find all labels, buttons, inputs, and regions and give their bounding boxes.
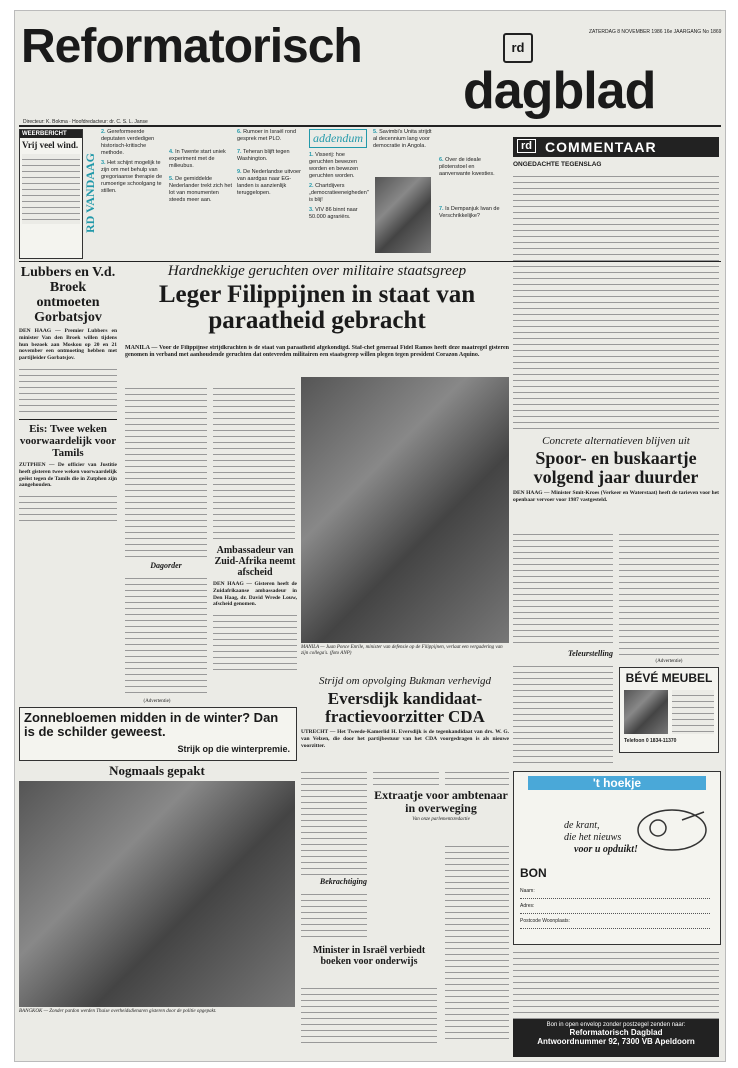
eversdijk-headline[interactable]: Eversdijk kandidaat-fractievoorzitter CDA xyxy=(325,689,485,726)
hoekje-box xyxy=(513,771,721,945)
winter-ad-slogan: Strijk op die winterpremie. xyxy=(177,744,290,754)
teaser-item[interactable]: 5. De gemiddelde Nederlander trekt zich het lot van monumenten steeds meer aan. xyxy=(169,176,232,203)
teaser-item[interactable]: 3. Het schijnt mogelijk te zijn om met behulp van gregoriaanse therapie de rumoerige schoolgang te stillen. xyxy=(101,160,163,194)
main-body-col-2 xyxy=(213,383,295,539)
strip-rule xyxy=(19,261,721,262)
winter-ad-headline: Zonnebloemen midden in de winter? Dan is de schilder geweest. xyxy=(24,710,279,739)
spoor-kicker: Concrete alternatieven blijven uit xyxy=(542,435,690,447)
extraatje-body-top xyxy=(373,767,439,787)
spoor-body-2 xyxy=(513,661,613,765)
eversdijk-body-1 xyxy=(301,767,367,875)
teaser-item[interactable]: 2. Gereformeerde deputaten verdedigen historisch-kritische methode. xyxy=(101,129,155,156)
commentaar-title: COMMENTAAR xyxy=(545,139,657,155)
commentaar-logo-icon: rd xyxy=(517,139,536,153)
extraatje-body xyxy=(445,841,509,1041)
masthead-rule xyxy=(19,125,721,127)
weather-head: Vrij veel wind. xyxy=(22,140,79,150)
main-headline[interactable]: Leger Filippijnen in staat van paraatheid gebracht xyxy=(158,281,476,334)
body-lubbers xyxy=(19,364,117,416)
rd-logo-icon: rd xyxy=(503,33,533,63)
teaser-item[interactable]: 6. Rumoer in Israël rond gesprek met PLO. xyxy=(237,129,297,142)
bon-name-field[interactable]: Naam: xyxy=(520,884,710,899)
bon-options xyxy=(513,947,719,1019)
teaser-item[interactable]: 9. De Nederlandse uitvoer van aardgas naar EG-landen is aanzienlijk teruggelopen. xyxy=(237,169,301,196)
body-tamils xyxy=(19,491,117,521)
eversdijk-story-head xyxy=(301,675,509,775)
meubel-photo xyxy=(624,690,668,734)
spoor-story-head xyxy=(513,435,719,527)
extraatje-body-top-2 xyxy=(445,767,509,787)
israel-body xyxy=(301,983,437,1047)
nogmaals-photo xyxy=(19,781,295,1007)
bon-city-field[interactable]: Postcode Woonplaats: xyxy=(520,914,710,929)
eversdijk-body-2 xyxy=(301,889,367,941)
spoor-body-1 xyxy=(513,529,613,647)
spoor-headline[interactable]: Spoor- en buskaartje volgend jaar duurder xyxy=(533,448,699,487)
diver-icon xyxy=(632,800,714,860)
commentaar-banner xyxy=(513,137,719,157)
teaser-column-1 xyxy=(101,129,165,257)
winter-ad-label: (Advertentie) xyxy=(143,699,171,704)
bon-title: BON xyxy=(520,866,547,880)
addendum-item[interactable]: 6. Over de ideale pilotenstoel en aanverwante kwesties. xyxy=(439,157,495,177)
addendum-item[interactable]: 2. Chartdijvers „democratieeneigheden" is blij! xyxy=(309,183,369,203)
meubel-phone: Telefoon 0 1834-11370 xyxy=(624,738,677,744)
weather-text xyxy=(22,154,80,224)
masthead-title: Reformatorisch xyxy=(21,20,362,73)
hoekje-footer-1: Bon in open envelop zonder postzegel zenden naar: xyxy=(546,1022,686,1028)
hoekje-footer xyxy=(513,1019,719,1057)
israel-story-head xyxy=(301,945,437,979)
ambassadeur-body xyxy=(213,610,297,670)
teaser-item[interactable]: 4. In Twente start uniek experiment met de milieubus. xyxy=(169,149,226,169)
addendum-item[interactable]: 5. Savimbi's Unita strijdt al decennium lang voor democratie in Angola. xyxy=(373,129,432,149)
eversdijk-lead: UTRECHT — Het Tweede-Kamerlid H. Eversdijk is de tegenkandidaat van drs. W. G. van Velzen, die door het partijbestuur van het CDA voorgedragen is als nieuwe voorzitter. xyxy=(301,729,509,749)
nogmaals-caption: BANGKOK — Zonder pardon werden Thaise overheidsdienaren gisteren door de politie opgepakt. xyxy=(19,1009,217,1014)
main-photo xyxy=(301,377,509,643)
ambassadeur-story xyxy=(213,545,297,693)
addendum-item[interactable]: 1. Visserij: hoe geruchten bewezen worden en bewezen geruchten worden. xyxy=(309,152,359,179)
winter-ad-sender xyxy=(26,742,86,756)
hoekje-slogan-3: voor u opduikt! xyxy=(574,844,638,855)
winter-ad[interactable] xyxy=(19,707,297,761)
addendum-block xyxy=(309,129,369,257)
addendum-photo xyxy=(375,177,431,253)
masthead-title-2: dagblad xyxy=(463,62,656,120)
main-body-col-1 xyxy=(125,383,207,559)
israel-headline[interactable]: Minister in Israël verbiedt boeken voor onderwijs xyxy=(312,945,426,967)
dateline: ZATERDAG 8 NOVEMBER 1986 16e JAARGANG No 1869 xyxy=(589,29,722,35)
main-photo-caption: MANILA — Juan Ponce Enrile, minister van defensie op de Filippijnen, verlaat een vergadering van zijn collega's. (foto ANP) xyxy=(301,645,503,656)
weather-title: WEERBERICHT xyxy=(20,130,82,138)
commentaar-column xyxy=(513,159,719,431)
teaser-column-3 xyxy=(237,129,305,257)
hoekje-footer-3: Antwoordnummer 92, 7300 VB Apeldoorn xyxy=(537,1037,695,1046)
ambassadeur-lead: DEN HAAG — Gisteren heeft de Zuidafrikaanse ambassadeur in Den Haag, dr. David Wrede Louw, afscheid genomen. xyxy=(213,581,297,608)
meubel-brand: BÉVÉ MEUBEL xyxy=(625,671,713,685)
main-story-head xyxy=(125,263,509,343)
bon-fields xyxy=(520,884,710,929)
left-column xyxy=(19,265,117,495)
main-subhead: Dagorder xyxy=(150,561,182,570)
main-kicker: Hardnekkige geruchten over militaire staatsgreep xyxy=(167,263,467,279)
hoekje-footer-2: Reformatorisch Dagblad xyxy=(569,1028,663,1037)
headline-tamils[interactable]: Eis: Twee weken voorwaardelijk voor Tamils xyxy=(19,422,117,459)
spoor-body-3 xyxy=(619,529,719,659)
lead-tamils: ZUTPHEN — De officier van Justitie heeft gisteren twee weken voorwaardelijk geëist tegen de Tamils die in Zutphen zijn aangehouden. xyxy=(19,461,117,489)
addendum-block-3 xyxy=(439,129,507,257)
hoekje-slogan-2: die het nieuws xyxy=(564,832,622,843)
rd-vandaag-label: RD VANDAAG xyxy=(83,153,97,233)
eversdijk-kicker: Strijd om opvolging Bukman verhevigd xyxy=(318,675,492,687)
spoor-lead: DEN HAAG — Minister Smit-Kroes (Verkeer en Waterstaat) heeft de tarieven voor het openbaar vervoer voor 1987 vastgesteld. xyxy=(513,490,719,503)
meubel-text xyxy=(672,690,714,734)
editors-line: Directeur: K. Bokma · Hoofdredacteur: dr. C. S. L. Janse xyxy=(23,119,148,125)
main-body-col-1b xyxy=(125,573,207,693)
meubel-ad[interactable] xyxy=(619,667,719,753)
hoekje-title: 't hoekje xyxy=(528,776,706,790)
ambassadeur-headline[interactable]: Ambassadeur van Zuid-Afrika neemt afscheid xyxy=(214,545,296,578)
bon-address-field[interactable]: Adres: xyxy=(520,899,710,914)
teaser-column-2 xyxy=(169,129,233,257)
meubel-ad-label: (Advertentie) xyxy=(655,659,683,664)
teaser-item[interactable]: 7. Teheran blijft tegen Washington. xyxy=(237,149,290,162)
commentaar-text xyxy=(513,171,719,433)
lead-lubbers: DEN HAAG — Premier Lubbers en minister Van den Broek willen tijdens hun bezoek aan Moskou op 20 en 21 november een ontmoeting hebben met partijleider Gorbatsjov. xyxy=(19,328,117,362)
addendum-item[interactable]: 7. Is Dempanjuk Iwan de Verschrikkelijke? xyxy=(439,206,500,219)
addendum-label: addendum xyxy=(309,129,367,148)
addendum-block-2 xyxy=(373,129,435,257)
hoekje-slogan-1: de krant, xyxy=(564,820,600,831)
addendum-item[interactable]: 3. VIV 86 binnt naar 50.000 agrariërs. xyxy=(309,207,358,220)
main-lead: MANILA — Voor de Filippijnse strijdkrachten is de staat van paraatheid afgekondigd. Staf-chef generaal Fidel Ramos heeft deze maatregel gisteren genomen in verband met aanhoudende geruchten dat ontevreden militairen een staatsgreep willen plegen tegen president Corazon Aquino. xyxy=(125,345,509,359)
nogmaals-headline[interactable]: Nogmaals gepakt xyxy=(109,763,205,778)
spoor-subhead: Teleurstelling xyxy=(567,649,613,658)
eversdijk-subhead: Bekrachtiging xyxy=(319,877,367,886)
headline-lubbers[interactable]: Lubbers en V.d. Broek ontmoeten Gorbatsjov xyxy=(20,265,116,325)
extraatje-headline[interactable]: Extraatje voor ambtenaar in overweging xyxy=(374,788,508,815)
newspaper-page xyxy=(14,10,726,1062)
commentaar-heading: ONGEDACHTE TEGENSLAG xyxy=(513,161,602,168)
divider xyxy=(19,419,117,420)
weather-box xyxy=(19,129,83,259)
extraatje-kicker: Van onze parlementsredactie xyxy=(412,817,470,822)
